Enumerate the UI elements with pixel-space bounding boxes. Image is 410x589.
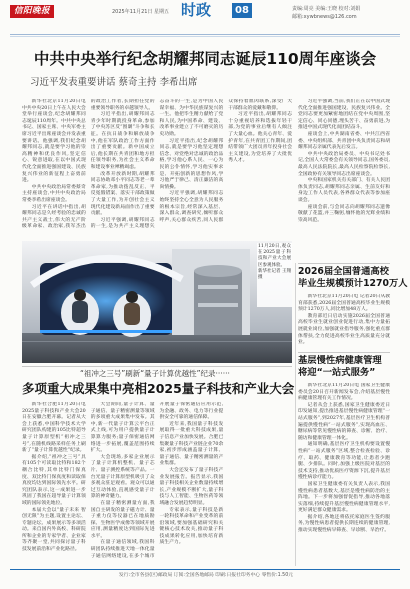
visitor-head-right: [126, 291, 138, 303]
machine-top: [194, 265, 242, 277]
masthead-divider: [10, 34, 400, 35]
machine-ring: [198, 285, 238, 289]
graduates-headline-line: 毕业生规模预计1270万人: [298, 278, 408, 289]
quantum-paragraph: 本届大会以“量子未来 智创无限”为主题,设置主论坛、专题论坛、成果展示等多项活动。来自国内外高校、科研院所和企业的专家学者、企业家等齐聚一堂,共同探讨量子科技发展前沿和产业化路径。: [22, 507, 86, 553]
page-number: 08: [232, 3, 252, 18]
quantum-paragraph: 大会还发布了量子科技产业发展报告。报告显示,我国量子科技相关企业数量持续增长,产业规模不断扩大,量子科技与人工智能、生物医药等领域融合发展趋势明显。: [159, 467, 224, 506]
quantum-paragraph: 在量子精密测量方面,我国自主研发的量子磁力计、量子重力仪等仪器已在地质勘探、生物医学成像等领域开展应用,测量精度达到国际先进水平。: [90, 500, 155, 539]
contact-email: 邮箱:xywbnews@126.com: [292, 14, 357, 20]
visitor-body-left: [72, 301, 88, 323]
lead-article-continuation: [298, 99, 390, 262]
article-divider: [22, 366, 292, 367]
floor: [22, 333, 292, 363]
health-article-body: [298, 383, 390, 566]
graduates-headline-line: 2026届全国普通高校: [298, 266, 389, 277]
issue-date: 2025年11月21日 星期五: [112, 9, 170, 15]
quantum-kicker: “祖冲之三号”刷新“量子计算优越性”纪录······: [80, 369, 230, 378]
caption-text: 11月20日,观众在2025量子科技和产业大会展区参观体验。: [258, 244, 291, 268]
newspaper-logo: 信阳晚报: [10, 5, 54, 18]
quantum-paragraph: 专家表示,量子科技是新一轮科技革命和产业变革的前沿领域,要加强基础研究和关键核心技术攻关,推动量子科技成果转化应用,加快培育新质生产力。: [159, 507, 224, 546]
light-strip: [40, 330, 172, 333]
lead-paragraph: 习近平指出,胡耀邦同志十分重视培养和选拔年轻干部,为党的事业后继有人倾注了大量心血。他关心青年、爱护青年,在共青团工作期间,团结带领广大团员青年投身社会主义建设,为党培养了大批优秀人才。: [228, 112, 292, 164]
quantum-paragraph: 在量子通信领域,我国科研团队持续推进天地一体化量子通信网络建设,在多个城市开展量子保密通信应用示范,为金融、政务、电力等行业提供安全可靠的通信保障。: [90, 402, 224, 559]
lead-paragraph: 习近平强调,胡耀邦同志的一生,是为共产主义理想矢志奋斗的一生,是为中国人民谋幸福、为中华民族谋复兴的一生。他把毕生精力献给了党和人民,为中国革命、建设、改革事业建立了不可磨灭的历史功勋。: [90, 99, 224, 230]
health-paragraph: 新华社北京11月20日电 国家卫生健康委员会20日召开新闻发布会,介绍基层慢性病健康管理有关工作情况。: [298, 383, 390, 402]
graduates-paragraph: 教育部近日启动实施2026届全国普通高校毕业生就业创业促进行动,集中力量拓展就业岗位,加强就业指导服务,强化重点群体帮扶,全力促进高校毕业生高质量充分就业。: [298, 313, 390, 346]
floor-line: [22, 341, 292, 342]
lead-paragraph: 习近平指出,纪念胡耀邦同志,就是要学习他坚定理想信念、对党绝对忠诚的政治品格,学习他心系人民、一心为民的公仆情怀,学习他实事求是、开拓创新的思想作风,学习他严于律己、清正廉洁的高尚情操。: [159, 138, 224, 190]
graduates-paragraph: 新华社北京11月20日电 记者20日从教育部获悉,2026届全国普通高校毕业生规模预计1270万人,同比增加48万人。: [298, 294, 390, 313]
graduates-headline: [298, 266, 408, 290]
health-paragraph: 据介绍,各地还将依托家庭医生签约服务,为慢性病患者提供长期连续的健康管理,推动实现慢性病早筛查、早诊断、早治疗。: [298, 514, 390, 534]
photo-scene: [22, 241, 292, 363]
quantum-paragraph: 大会现场,多家企业展示了量子计算机整机、量子芯片、量子测控系统等产品。一台光量子计算原型机吸引了众多观众驻足观看。观众可以通过互动体验,直观感受量子计算的神奇魅力。: [90, 454, 155, 500]
lead-subhead: 习近平发表重要讲话 蔡奇主持 李希出席: [30, 77, 198, 88]
quantum-article-body: [22, 402, 292, 566]
visitor-body-right: [124, 303, 140, 325]
quantum-paragraph: 近年来,我国量子科技发展取得一批重大科技成果,量子信息产业加快发展。合肥已集聚量子科技产业链企业70余家,初步形成涵盖量子计算、量子通信、量子精密测量的产业集群。: [159, 421, 224, 467]
photo-credit: 新华社记者 王翔 摄: [258, 268, 291, 281]
masthead-divider-thin: [10, 36, 400, 37]
lead-paragraph: 习近平指出,胡耀邦同志青少年时期就投身革命,参加了中央苏区反“围剿”斗争和长征。在抗日战争和解放战争中,他在军队政治工作方面作出了重要贡献。新中国成立后,他长期在共青团和地方担任领导职务,为社会主义革命和建设事业殚精竭虑。: [90, 112, 155, 170]
footer-divider: [10, 569, 400, 570]
quantum-paragraph: 新华社合肥11月20日电 2025量子科技和产业大会20日在安徽合肥开幕。记者从大会上获悉,中国科学技术大学研究团队构建的105比特超导量子计算原型机“祖冲之三号”,在随机线路采样任务上刷新了“量子计算优越性”纪录。: [22, 402, 86, 454]
lead-paragraph: 中共中央政治局委员、中央书记处书记,全国人大常委会有关领导同志,国务委员,最高人民法院院长,最高人民检察院检察长,全国政协有关领导同志出席座谈会。: [298, 151, 390, 177]
quantum-headline: 多项重大成果集中亮相2025量子科技和产业大会: [22, 381, 295, 396]
lead-paragraph: 改革开放新时期,胡耀邦同志协助邓小平同志等老一辈革命家,为推动拨乱反正、平反冤假错案、落实干部政策做了大量工作,为开创社会主义现代化建设新局面作出了重要贡献。: [90, 171, 155, 217]
quantum-paragraph: 据介绍,“祖冲之三号”具有105个可读取比特和182个耦合比特,其单比特门保真度、双比特门保真度和读取保真度均达到国际领先水平。研究团队表示,这一成果进一步巩固了我国在超导量子计算领域的国际领先地位。: [22, 454, 86, 506]
lead-paragraph: 座谈会上,中共湖南省委、中共江西省委、中央组织部、共青团中央负责同志和胡耀邦同志亲属代表先后发言。: [298, 131, 390, 151]
lead-paragraph: 中共中央政治局常委蔡奇主持座谈会,中共中央政治局常委李希出席座谈会。: [22, 184, 86, 203]
lead-paragraph: 习近平强调,胡耀邦同志始终坚持全心全意为人民服务的根本宗旨,经常深入基层、深入群众,调查研究,倾听群众呼声,关心群众疾苦,同人民群众保持着血肉联系,深受广大干部群众的爱戴和敬仰。: [159, 99, 292, 223]
lead-article-body: [22, 99, 292, 237]
article-divider: [298, 352, 390, 353]
lead-headline: 中共中央举行纪念胡耀邦同志诞辰110周年座谈会: [33, 50, 377, 68]
lead-paragraph: 习近平强调,当前,我们正在以中国式现代化全面推进强国建设、民族复兴伟业。全党同志要更加紧密地团结在党中央周围,坚定信心、同心同德,埋头苦干、奋勇前进,为推进中国式现代化而团结奋斗。: [298, 99, 390, 131]
machine-ring: [198, 303, 238, 307]
health-headline-line: 将迎“一站式服务”: [298, 367, 376, 378]
health-paragraph: 记者从会上获悉,国家卫生健康委近日印发通知,提出推进基层慢性病健康管理“一站式服务”,到2027年,基层医疗卫生机构普遍提供慢性病“一站式服务”,实现高血压、糖尿病等常见慢性病的筛查、诊断、治疗、随访和健康管理一体化。: [298, 402, 390, 441]
health-headline: [298, 355, 390, 379]
health-paragraph: 通知明确,基层医疗卫生机构要设置慢性病“一站式服务”区域,整合检查检验、诊疗、取药、健康教育等功能,让患者少跑腿、少排队。同时,加强上级医院对基层的技术支持,推动优质医疗资源下沉,提升基层慢性病诊疗能力。: [298, 442, 390, 481]
editor-credits: 责编:周亮 美编:王晓 校对:刘娟: [292, 6, 361, 12]
quantum-paragraph: 大会期间,量子计算、量子通信、量子精密测量等领域的多项重大成果集中发布。其中,新一代量子计算云平台正式上线,可为用户提供量子计算算力服务;量子保密通信网络进一步拓展,覆盖范围持续扩大。: [90, 402, 155, 454]
article-divider: [298, 263, 390, 264]
health-paragraph: 国家卫生健康委有关负责人表示,我国慢性病患者基数大,基层是慢性病防治的主阵地。下一步将加强督促指导,推动各地落实落细,持续提升基层慢性病健康管理水平,更好满足群众健康需求。: [298, 481, 390, 514]
lead-paragraph: 习近平在讲话中指出,胡耀邦同志是久经考验的忠诚的共产主义战士,伟大的无产阶级革命家、政治家,我军杰出的政治工作者,长期担任党的重要领导职务的卓越领导人。: [22, 99, 155, 230]
column-separator: [295, 263, 296, 566]
lead-paragraph: 中央和国家机关有关部门、有关人民团体负责同志,胡耀邦同志亲属、生前友好和身边工作人员代表,各界群众代表等参加座谈会。: [298, 178, 390, 203]
footer-info: 发行:全市各县(区)邮政局 订阅:全国各地邮局 印刷:日报社印务中心 零售价:1.50元: [118, 573, 294, 578]
news-photo: [22, 241, 292, 363]
photo-caption: [257, 243, 292, 307]
visitor-head-left: [74, 289, 86, 301]
section-title: 时政: [181, 1, 212, 19]
graduates-article-body: [298, 294, 390, 351]
lead-paragraph: 座谈会前,与会同志向胡耀邦同志遗像敬献了花篮,并三鞠躬,缅怀他的光辉业绩和崇高风范。: [298, 204, 390, 223]
health-headline-line: 基层慢性病健康管理: [298, 355, 382, 366]
lead-paragraph: 新华社北京11月20日电 中共中央20日上午在人民大会堂举行座谈会,纪念胡耀邦同志诞辰110周年。中共中央总书记、国家主席、中央军委主席习近平出席座谈会并发表重要讲话。他强调,我们纪念胡耀邦同志,就是要学习他的崇高精神和优良作风,坚定信心、锐意进取,在以中国式现代化全面推进强国建设、民族复兴伟业的新征程上奋勇前进。: [22, 99, 86, 184]
